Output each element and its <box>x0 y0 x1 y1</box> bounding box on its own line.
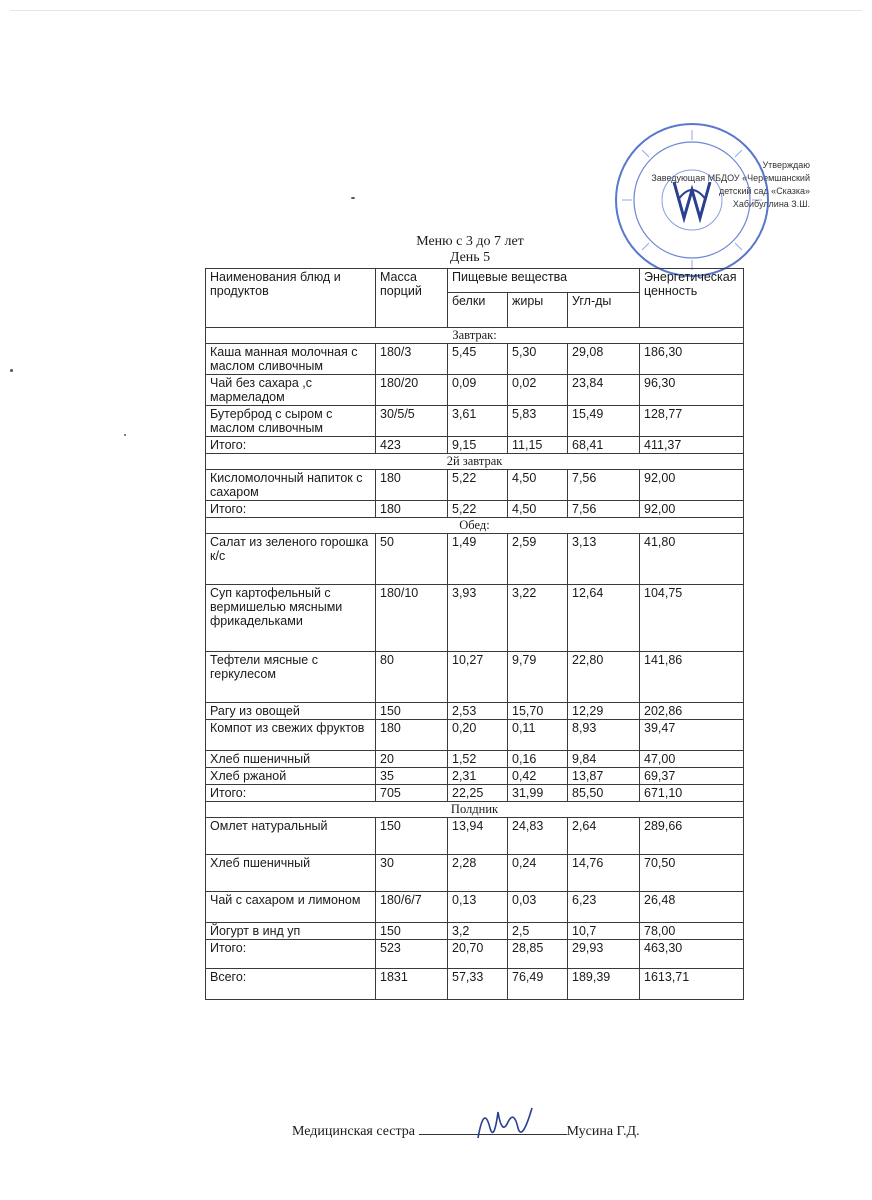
portion-mass: 523 <box>376 940 448 969</box>
handwritten-signature <box>470 1098 540 1150</box>
total-carbs: 189,39 <box>568 969 640 1000</box>
fat-value: 0,16 <box>508 751 568 768</box>
portion-mass: 20 <box>376 751 448 768</box>
header-fat: жиры <box>508 293 568 328</box>
fat-value: 0,11 <box>508 720 568 751</box>
section-row <box>206 328 744 344</box>
table-row <box>206 470 744 501</box>
carbs-value: 12,64 <box>568 585 640 652</box>
total-energy: 1613,71 <box>640 969 744 1000</box>
fat-value: 24,83 <box>508 818 568 855</box>
portion-mass: 180 <box>376 720 448 751</box>
portion-mass: 180/20 <box>376 375 448 406</box>
carbs-value: 12,29 <box>568 703 640 720</box>
energy-value: 69,37 <box>640 768 744 785</box>
header-name: Наименования блюд и продуктов <box>206 269 376 328</box>
approval-line: Заведующая МБДОУ «Черемшанский <box>651 173 810 183</box>
fat-value: 0,02 <box>508 375 568 406</box>
section-row <box>206 518 744 534</box>
portion-mass: 180/6/7 <box>376 892 448 923</box>
energy-value: 41,80 <box>640 534 744 585</box>
dish-name: Итого: <box>206 501 376 518</box>
fat-value: 15,70 <box>508 703 568 720</box>
carbs-value: 7,56 <box>568 501 640 518</box>
protein-value: 5,45 <box>448 344 508 375</box>
protein-value: 3,61 <box>448 406 508 437</box>
section-title: Завтрак: <box>206 328 744 344</box>
dish-name: Хлеб пшеничный <box>206 855 376 892</box>
energy-value: 92,00 <box>640 501 744 518</box>
carbs-value: 2,64 <box>568 818 640 855</box>
table-row <box>206 585 744 652</box>
dish-name: Итого: <box>206 785 376 802</box>
fat-value: 0,24 <box>508 855 568 892</box>
table-row <box>206 703 744 720</box>
carbs-value: 15,49 <box>568 406 640 437</box>
energy-value: 92,00 <box>640 470 744 501</box>
energy-value: 47,00 <box>640 751 744 768</box>
dish-name: Итого: <box>206 940 376 969</box>
dish-name: Омлет натуральный <box>206 818 376 855</box>
fat-value: 5,83 <box>508 406 568 437</box>
scan-speck <box>10 369 13 372</box>
menu-table <box>205 268 744 1000</box>
carbs-value: 6,23 <box>568 892 640 923</box>
carbs-value: 10,7 <box>568 923 640 940</box>
carbs-value: 29,08 <box>568 344 640 375</box>
carbs-value: 13,87 <box>568 768 640 785</box>
table-row <box>206 406 744 437</box>
fat-value: 28,85 <box>508 940 568 969</box>
table-row <box>206 720 744 751</box>
section-title: Полдник <box>206 802 744 818</box>
carbs-value: 3,13 <box>568 534 640 585</box>
fat-value: 2,59 <box>508 534 568 585</box>
protein-value: 22,25 <box>448 785 508 802</box>
fat-value: 0,03 <box>508 892 568 923</box>
portion-mass: 705 <box>376 785 448 802</box>
dish-name: Итого: <box>206 437 376 454</box>
fat-value: 0,42 <box>508 768 568 785</box>
total-mass: 1831 <box>376 969 448 1000</box>
energy-value: 202,86 <box>640 703 744 720</box>
energy-value: 411,37 <box>640 437 744 454</box>
carbs-value: 22,80 <box>568 652 640 703</box>
portion-mass: 423 <box>376 437 448 454</box>
protein-value: 0,13 <box>448 892 508 923</box>
fat-value: 11,15 <box>508 437 568 454</box>
energy-value: 141,86 <box>640 652 744 703</box>
carbs-value: 8,93 <box>568 720 640 751</box>
header-carbs: Угл-ды <box>568 293 640 328</box>
protein-value: 5,22 <box>448 470 508 501</box>
grand-total-row <box>206 969 744 1000</box>
menu-title <box>360 234 580 266</box>
dish-name: Хлеб ржаной <box>206 768 376 785</box>
header-protein: белки <box>448 293 508 328</box>
portion-mass: 150 <box>376 818 448 855</box>
header-nutrients: Пищевые вещества <box>448 269 640 293</box>
energy-value: 78,00 <box>640 923 744 940</box>
energy-value: 186,30 <box>640 344 744 375</box>
table-row <box>206 375 744 406</box>
fat-value: 31,99 <box>508 785 568 802</box>
fat-value: 3,22 <box>508 585 568 652</box>
protein-value: 1,49 <box>448 534 508 585</box>
section-row <box>206 802 744 818</box>
energy-value: 104,75 <box>640 585 744 652</box>
protein-value: 13,94 <box>448 818 508 855</box>
nurse-name: Мусина Г.Д. <box>566 1124 640 1139</box>
portion-mass: 50 <box>376 534 448 585</box>
carbs-value: 29,93 <box>568 940 640 969</box>
section-row <box>206 454 744 470</box>
header-row <box>206 269 744 293</box>
table-row <box>206 768 744 785</box>
energy-value: 463,30 <box>640 940 744 969</box>
header-mass: Масса порций <box>376 269 448 328</box>
section-title: Обед: <box>206 518 744 534</box>
page-edge-line <box>10 10 862 11</box>
dish-name: Чай с сахаром и лимоном <box>206 892 376 923</box>
protein-value: 2,53 <box>448 703 508 720</box>
carbs-value: 23,84 <box>568 375 640 406</box>
protein-value: 2,28 <box>448 855 508 892</box>
fat-value: 9,79 <box>508 652 568 703</box>
fat-value: 4,50 <box>508 501 568 518</box>
carbs-value: 9,84 <box>568 751 640 768</box>
dish-name: Кисломолочный напиток с сахаром <box>206 470 376 501</box>
portion-mass: 35 <box>376 768 448 785</box>
official-stamp <box>612 120 772 280</box>
fat-value: 5,30 <box>508 344 568 375</box>
dish-name: Тефтели мясные с геркулесом <box>206 652 376 703</box>
portion-mass: 150 <box>376 703 448 720</box>
table-row <box>206 534 744 585</box>
protein-value: 5,22 <box>448 501 508 518</box>
protein-value: 0,20 <box>448 720 508 751</box>
protein-value: 1,52 <box>448 751 508 768</box>
dish-name: Суп картофельный с вермишелью мясными фрикадельками <box>206 585 376 652</box>
scan-speck <box>351 197 355 199</box>
fat-value: 2,5 <box>508 923 568 940</box>
nurse-role: Медицинская сестра <box>292 1124 416 1139</box>
total-label: Всего: <box>206 969 376 1000</box>
portion-mass: 180 <box>376 501 448 518</box>
table-row <box>206 923 744 940</box>
header-energy: Энергетическая ценность <box>640 269 744 328</box>
table-row <box>206 751 744 768</box>
scan-speck <box>124 434 126 436</box>
table-row <box>206 892 744 923</box>
protein-value: 9,15 <box>448 437 508 454</box>
total-protein: 57,33 <box>448 969 508 1000</box>
table-row <box>206 344 744 375</box>
protein-value: 20,70 <box>448 940 508 969</box>
energy-value: 671,10 <box>640 785 744 802</box>
energy-value: 96,30 <box>640 375 744 406</box>
fat-value: 4,50 <box>508 470 568 501</box>
energy-value: 26,48 <box>640 892 744 923</box>
subtotal-row <box>206 940 744 969</box>
portion-mass: 80 <box>376 652 448 703</box>
table-row <box>206 818 744 855</box>
dish-name: Бутерброд с сыром с маслом сливочным <box>206 406 376 437</box>
protein-value: 3,2 <box>448 923 508 940</box>
section-title: 2й завтрак <box>206 454 744 470</box>
subtotal-row <box>206 785 744 802</box>
protein-value: 2,31 <box>448 768 508 785</box>
dish-name: Хлеб пшеничный <box>206 751 376 768</box>
approval-line: Утверждаю <box>762 160 810 170</box>
subtotal-row <box>206 501 744 518</box>
portion-mass: 30/5/5 <box>376 406 448 437</box>
portion-mass: 150 <box>376 923 448 940</box>
carbs-value: 68,41 <box>568 437 640 454</box>
portion-mass: 30 <box>376 855 448 892</box>
menu-title-line: Меню с 3 до 7 лет <box>416 234 524 249</box>
energy-value: 128,77 <box>640 406 744 437</box>
protein-value: 10,27 <box>448 652 508 703</box>
portion-mass: 180 <box>376 470 448 501</box>
protein-value: 3,93 <box>448 585 508 652</box>
carbs-value: 14,76 <box>568 855 640 892</box>
subtotal-row <box>206 437 744 454</box>
energy-value: 39,47 <box>640 720 744 751</box>
menu-day-line: День 5 <box>449 250 491 265</box>
protein-value: 0,09 <box>448 375 508 406</box>
portion-mass: 180/10 <box>376 585 448 652</box>
menu-body <box>206 328 744 1000</box>
dish-name: Йогурт в инд уп <box>206 923 376 940</box>
portion-mass: 180/3 <box>376 344 448 375</box>
table-row <box>206 652 744 703</box>
carbs-value: 7,56 <box>568 470 640 501</box>
dish-name: Рагу из овощей <box>206 703 376 720</box>
approval-line: Хабибуллина З.Ш. <box>732 199 810 209</box>
carbs-value: 85,50 <box>568 785 640 802</box>
approval-line: детский сад «Сказка» <box>718 186 810 196</box>
total-fat: 76,49 <box>508 969 568 1000</box>
dish-name: Салат из зеленого горошка к/с <box>206 534 376 585</box>
dish-name: Каша манная молочная с маслом сливочным <box>206 344 376 375</box>
table-row <box>206 855 744 892</box>
energy-value: 289,66 <box>640 818 744 855</box>
dish-name: Компот из свежих фруктов <box>206 720 376 751</box>
dish-name: Чай без сахара ,с мармеладом <box>206 375 376 406</box>
energy-value: 70,50 <box>640 855 744 892</box>
